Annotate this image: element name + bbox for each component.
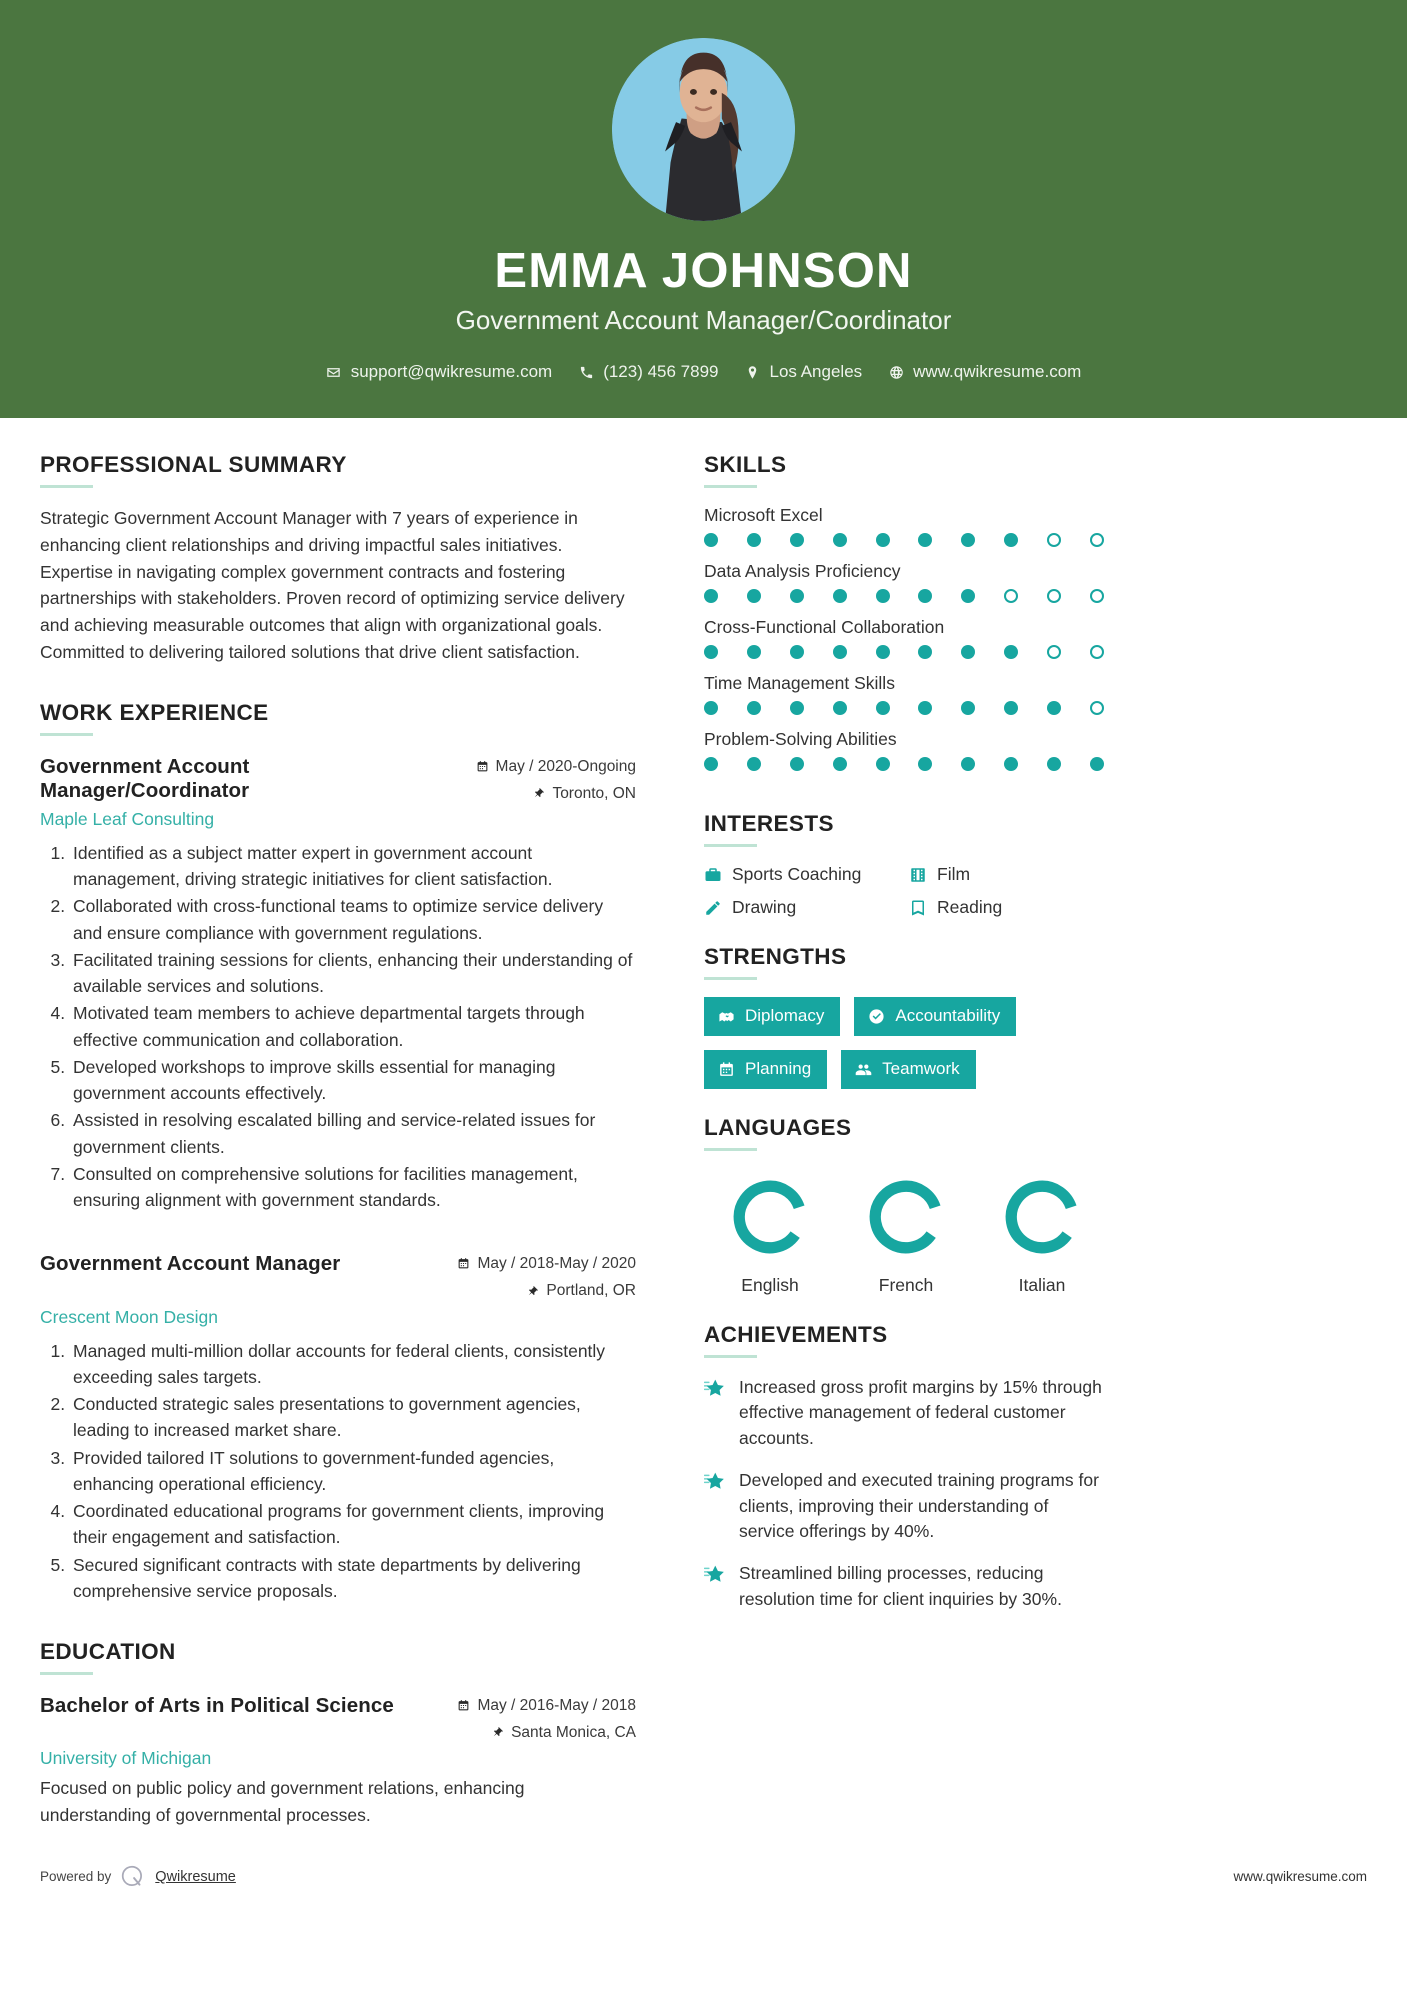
spacer	[704, 918, 1108, 944]
skill-dot-empty	[1047, 533, 1061, 547]
skill-dot-filled	[833, 533, 847, 547]
section-heading-summary: PROFESSIONAL SUMMARY	[40, 452, 347, 477]
skill-dot-filled	[918, 701, 932, 715]
spacer	[40, 666, 636, 700]
work-entry-meta	[445, 1250, 636, 1304]
language-label: French	[878, 1275, 934, 1295]
film-icon	[909, 866, 927, 884]
spacer	[40, 1214, 636, 1240]
section-rule	[704, 1148, 757, 1151]
section-languages	[704, 1115, 1108, 1296]
check-circle-icon	[868, 1008, 885, 1025]
work-entry-dates-line	[457, 1250, 636, 1277]
strength-chip-planning	[704, 1050, 827, 1089]
pencil-icon	[704, 899, 722, 917]
work-entry-location-line	[457, 1277, 636, 1304]
contact-location	[745, 362, 863, 382]
language-progress-ring	[1001, 1176, 1083, 1258]
pin-icon	[491, 1726, 504, 1739]
skill-name: Cross-Functional Collaboration	[704, 617, 945, 637]
spacer	[704, 785, 1108, 811]
skill-dot-empty	[1004, 589, 1018, 603]
users-icon	[855, 1061, 872, 1078]
star-achievement-icon	[704, 1375, 728, 1404]
section-rule	[704, 977, 757, 980]
section-heading-languages: LANGUAGES	[704, 1115, 852, 1140]
skill-dot-filled	[747, 589, 761, 603]
book-icon	[909, 899, 927, 917]
page-title: EMMA JOHNSON	[494, 244, 913, 298]
work-entry-location: Portland, OR	[546, 1282, 636, 1300]
list-item: 1. Managed multi-million dollar accounts for federal clients, consistently exceeding sales targets.	[70, 1338, 636, 1391]
work-entry-bullets	[40, 1338, 636, 1605]
skill-dot-filled	[790, 589, 804, 603]
list-item: 7. Consulted on comprehensive solutions for facilities management, ensuring alignment with government standards.	[70, 1161, 636, 1214]
work-entry-dates-line	[476, 753, 636, 780]
work-entry-company: Maple Leaf Consulting	[40, 808, 215, 829]
contact-phone[interactable]	[578, 362, 718, 382]
skill-rating	[704, 589, 1108, 603]
footer-brand	[40, 1864, 236, 1890]
list-item: 3. Facilitated training sessions for clients, enhancing their understanding of available services and solutions.	[70, 947, 636, 1000]
contact-phone-value: (123) 456 7899	[603, 362, 719, 381]
section-heading-skills: SKILLS	[704, 452, 787, 477]
pin-icon	[532, 787, 545, 800]
interest-label: Drawing	[732, 897, 797, 917]
skill-item	[704, 673, 1108, 715]
footer	[0, 1842, 1407, 1890]
resume-body	[0, 418, 1407, 1828]
strength-chip-teamwork	[841, 1050, 975, 1089]
section-heading-work: WORK EXPERIENCE	[40, 699, 269, 725]
list-item: 6. Assisted in resolving escalated billing and service-related issues for government clients.	[70, 1107, 636, 1160]
skill-item	[704, 505, 1108, 547]
achievement-text: Developed and executed training programs for clients, improving their understanding of service offerings by 40%.	[739, 1470, 1099, 1541]
resume-header	[0, 0, 1407, 418]
skill-rating	[704, 701, 1108, 715]
strength-label: Planning	[745, 1059, 812, 1078]
skill-dot-filled	[961, 533, 975, 547]
skill-dot-filled	[833, 645, 847, 659]
skill-item	[704, 617, 1108, 659]
pin-icon	[526, 1285, 539, 1298]
education-dates: May / 2016-May / 2018	[477, 1697, 636, 1715]
skill-name: Problem-Solving Abilities	[704, 729, 897, 749]
briefcase-icon	[704, 866, 722, 884]
language-item	[982, 1176, 1102, 1296]
strength-label: Accountability	[895, 1006, 1001, 1025]
skill-dot-filled	[876, 757, 890, 771]
list-item: 4. Coordinated educational programs for government clients, improving their engagement and satisfaction.	[70, 1498, 636, 1551]
skill-dot-filled	[961, 757, 975, 771]
language-progress-ring	[729, 1176, 811, 1258]
section-education	[40, 1639, 636, 1828]
strength-label: Teamwork	[882, 1059, 960, 1078]
skill-dot-empty	[1090, 533, 1104, 547]
skill-dot-filled	[790, 645, 804, 659]
interest-label: Sports Coaching	[732, 864, 862, 884]
work-entry-bullets	[40, 840, 636, 1214]
skill-dot-filled	[918, 757, 932, 771]
education-location-line	[457, 1719, 636, 1746]
strength-chip-diplomacy	[704, 997, 840, 1036]
skill-dot-filled	[1047, 757, 1061, 771]
section-rule	[40, 733, 93, 736]
skills-list	[704, 505, 1108, 771]
section-heading-interests: INTERESTS	[704, 811, 834, 836]
list-item: 1. Identified as a subject matter expert in government account management, driving strategic initiatives for client satisfaction.	[70, 840, 636, 893]
skill-dot-filled	[747, 533, 761, 547]
interest-item	[704, 897, 909, 918]
language-item	[710, 1176, 830, 1296]
skill-dot-empty	[1090, 701, 1104, 715]
work-entry-location: Toronto, ON	[552, 784, 636, 802]
education-description: Focused on public policy and government relations, enhancing understanding of governmental processes.	[40, 1778, 525, 1825]
section-strengths	[704, 944, 1108, 1089]
section-heading-achievements: ACHIEVEMENTS	[704, 1322, 888, 1347]
interests-grid	[704, 864, 1108, 918]
skill-dot-filled	[1004, 757, 1018, 771]
skill-dot-filled	[918, 645, 932, 659]
phone-icon	[578, 364, 594, 380]
education-school: University of Michigan	[40, 1748, 212, 1769]
interest-item	[909, 864, 1108, 885]
skill-dot-filled	[918, 589, 932, 603]
interest-label: Reading	[937, 897, 1003, 917]
language-progress-ring	[865, 1176, 947, 1258]
skill-name: Microsoft Excel	[704, 505, 823, 525]
section-achievements	[704, 1322, 1108, 1612]
spacer	[40, 1605, 636, 1639]
calendar-icon	[476, 760, 489, 773]
skill-dot-filled	[790, 533, 804, 547]
skill-dot-filled	[1090, 757, 1104, 771]
skill-dot-filled	[961, 589, 975, 603]
strength-label: Diplomacy	[745, 1006, 825, 1025]
skill-dot-filled	[833, 701, 847, 715]
qwikresume-logo-icon	[120, 1864, 146, 1890]
contact-website-value: www.qwikresume.com	[913, 362, 1082, 381]
skill-name: Data Analysis Proficiency	[704, 561, 901, 581]
skill-name: Time Management Skills	[704, 673, 895, 693]
job-title: Government Account Manager/Coordinator	[455, 305, 952, 335]
skill-dot-filled	[747, 645, 761, 659]
avatar	[612, 38, 795, 221]
skill-dot-filled	[704, 589, 718, 603]
section-rule	[40, 1672, 93, 1675]
skill-dot-filled	[961, 701, 975, 715]
envelope-icon	[326, 364, 342, 380]
interest-item	[704, 864, 909, 885]
summary-text: Strategic Government Account Manager with 7 years of experience in enhancing client relationships and driving impactful sales initiatives. Expertise in navigating complex government contracts and fostering partnerships with stakeholders. Proven record of optimizing service delivery and achieving measurable outcomes that align with organizational goals. Committed to delivering tailored solutions that drive client satisfaction.	[40, 508, 625, 662]
work-entry-header	[40, 1250, 636, 1304]
interest-label: Film	[937, 864, 971, 884]
skill-dot-empty	[1047, 645, 1061, 659]
achievement-item	[704, 1468, 1108, 1544]
skill-dot-filled	[790, 757, 804, 771]
qwikresume-link[interactable]: Qwikresume	[155, 1868, 236, 1885]
globe-icon	[888, 364, 904, 380]
contact-row	[0, 362, 1407, 382]
achievement-item	[704, 1561, 1108, 1612]
skill-dot-filled	[704, 701, 718, 715]
skill-dot-filled	[1004, 701, 1018, 715]
skill-dot-filled	[876, 533, 890, 547]
skill-dot-filled	[747, 757, 761, 771]
education-entry	[40, 1692, 636, 1828]
list-item: 5. Secured significant contracts with state departments by delivering comprehensive service proposals.	[70, 1552, 636, 1605]
right-column	[704, 452, 1108, 1629]
calendar-icon	[718, 1061, 735, 1078]
skill-rating	[704, 645, 1108, 659]
contact-email-value: support@qwikresume.com	[350, 362, 553, 381]
contact-email[interactable]	[326, 362, 553, 382]
language-label: English	[741, 1275, 799, 1295]
skill-dot-filled	[1004, 645, 1018, 659]
star-achievement-icon	[704, 1561, 728, 1590]
list-item: 2. Conducted strategic sales presentations to government agencies, leading to increased market share.	[70, 1391, 636, 1444]
language-item	[846, 1176, 966, 1296]
education-entry-header	[40, 1692, 636, 1746]
skill-dot-filled	[1047, 701, 1061, 715]
skill-dot-empty	[1090, 589, 1104, 603]
section-skills	[704, 452, 1108, 771]
education-location: Santa Monica, CA	[511, 1724, 636, 1742]
languages-list	[704, 1168, 1108, 1296]
contact-location-value: Los Angeles	[769, 362, 863, 381]
skill-dot-filled	[961, 645, 975, 659]
section-heading-education: EDUCATION	[40, 1639, 176, 1665]
work-entry-header	[40, 753, 636, 807]
language-label: Italian	[1018, 1275, 1066, 1295]
list-item: 5. Developed workshops to improve skills essential for managing government accounts effectively.	[70, 1054, 636, 1107]
spacer	[704, 1296, 1108, 1322]
education-entry-meta	[445, 1692, 636, 1746]
handshake-icon	[718, 1008, 735, 1025]
section-professional-summary	[40, 452, 636, 666]
powered-by-label: Powered by	[40, 1869, 112, 1885]
work-entry-meta	[464, 753, 636, 807]
section-rule	[704, 485, 757, 488]
skill-dot-filled	[833, 757, 847, 771]
skill-dot-filled	[704, 533, 718, 547]
work-entry	[40, 753, 636, 1214]
skill-dot-filled	[918, 533, 932, 547]
strength-chip-accountability	[854, 997, 1016, 1036]
contact-website[interactable]	[888, 362, 1081, 382]
section-interests	[704, 811, 1108, 918]
work-entry-title: Government Account Manager/Coordinator	[40, 754, 250, 802]
star-achievement-icon	[704, 1468, 728, 1497]
section-rule	[704, 844, 757, 847]
work-entry-dates: May / 2018-May / 2020	[477, 1255, 636, 1273]
achievement-text: Increased gross profit margins by 15% through effective management of federal customer accounts.	[739, 1377, 1102, 1448]
section-rule	[40, 485, 93, 488]
skill-dot-filled	[876, 589, 890, 603]
skill-rating	[704, 757, 1108, 771]
footer-website: www.qwikresume.com	[1233, 1869, 1367, 1885]
skill-item	[704, 729, 1108, 771]
achievement-item	[704, 1375, 1108, 1451]
skill-dot-empty	[1090, 645, 1104, 659]
skill-rating	[704, 533, 1108, 547]
achievement-text: Streamlined billing processes, reducing resolution time for client inquiries by 30%.	[739, 1563, 1062, 1609]
skill-dot-filled	[1004, 533, 1018, 547]
skill-dot-filled	[704, 757, 718, 771]
calendar-icon	[457, 1699, 470, 1712]
strengths-list	[704, 997, 1108, 1089]
work-entry	[40, 1250, 636, 1604]
skill-item	[704, 561, 1108, 603]
left-column	[40, 452, 636, 1828]
section-heading-strengths: STRENGTHS	[704, 944, 847, 969]
map-pin-icon	[745, 364, 761, 380]
spacer	[704, 1089, 1108, 1115]
skill-dot-filled	[833, 589, 847, 603]
skill-dot-filled	[790, 701, 804, 715]
list-item: 4. Motivated team members to achieve departmental targets through effective communication and collaboration.	[70, 1000, 636, 1053]
work-entry-location-line	[476, 780, 636, 807]
skill-dot-empty	[1047, 589, 1061, 603]
work-entry-company: Crescent Moon Design	[40, 1306, 218, 1327]
education-degree: Bachelor of Arts in Political Science	[40, 1694, 394, 1718]
skill-dot-filled	[747, 701, 761, 715]
skill-dot-filled	[876, 701, 890, 715]
list-item: 3. Provided tailored IT solutions to government-funded agencies, enhancing operational efficiency.	[70, 1445, 636, 1498]
interest-item	[909, 897, 1108, 918]
section-work-experience	[40, 700, 636, 1605]
list-item: 2. Collaborated with cross-functional teams to optimize service delivery and ensure compliance with government regulations.	[70, 893, 636, 946]
section-rule	[704, 1355, 757, 1358]
work-entry-title: Government Account Manager	[40, 1252, 341, 1276]
skill-dot-filled	[704, 645, 718, 659]
calendar-icon	[457, 1257, 470, 1270]
education-dates-line	[457, 1692, 636, 1719]
skill-dot-filled	[876, 645, 890, 659]
work-entry-dates: May / 2020-Ongoing	[495, 757, 636, 775]
